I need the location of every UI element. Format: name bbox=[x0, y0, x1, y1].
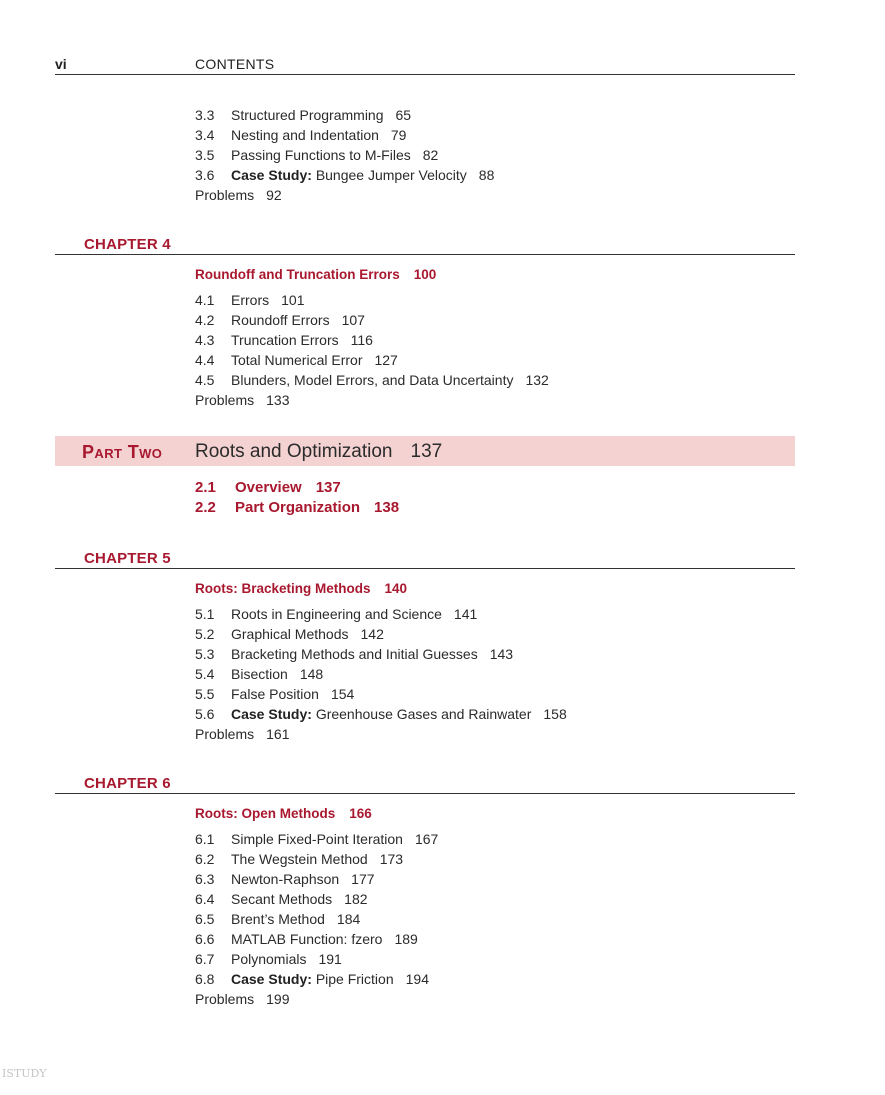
section-page: 143 bbox=[489, 646, 514, 662]
running-header-title: CONTENTS bbox=[195, 56, 275, 72]
section-number: 6.3 bbox=[195, 871, 215, 887]
section-title: Pipe Friction bbox=[315, 971, 394, 987]
case-study-label: Case Study: bbox=[231, 167, 312, 183]
section-title: Graphical Methods bbox=[231, 626, 349, 642]
section-title: Simple Fixed-Point Iteration bbox=[231, 831, 403, 847]
section-title: Bracketing Methods and Initial Guesses bbox=[231, 646, 478, 662]
chapter-page: 166 bbox=[349, 806, 372, 821]
section-title: Roots in Engineering and Science bbox=[231, 606, 442, 622]
toc-entry-6-2[interactable] bbox=[195, 849, 403, 869]
section-number: 3.4 bbox=[195, 127, 215, 143]
section-number: 6.8 bbox=[195, 971, 215, 987]
section-title: Errors bbox=[231, 292, 270, 308]
section-page: 189 bbox=[394, 931, 418, 947]
chapter-4-rule bbox=[55, 254, 795, 255]
section-page: 79 bbox=[390, 127, 407, 143]
toc-entry-5-5[interactable] bbox=[195, 684, 354, 704]
section-number: 5.6 bbox=[195, 706, 215, 722]
section-title: Structured Programming bbox=[231, 107, 384, 123]
section-title: Overview bbox=[235, 479, 302, 496]
section-number: 5.2 bbox=[195, 626, 215, 642]
toc-entry-4-3[interactable] bbox=[195, 330, 373, 350]
section-number: 6.1 bbox=[195, 831, 215, 847]
section-page: 161 bbox=[266, 726, 290, 742]
toc-entry-6-1[interactable] bbox=[195, 829, 438, 849]
toc-entry-5-3[interactable] bbox=[195, 644, 513, 664]
section-page: 82 bbox=[422, 147, 439, 163]
part-entry-overview[interactable] bbox=[195, 479, 341, 496]
section-title: Roundoff Errors bbox=[231, 312, 330, 328]
toc-entry-6-8[interactable] bbox=[195, 969, 429, 989]
toc-entry-6-4[interactable] bbox=[195, 889, 368, 909]
toc-entry-5-4[interactable] bbox=[195, 664, 323, 684]
chapter-5-title-link[interactable] bbox=[195, 581, 407, 596]
chapter-6-rule bbox=[55, 793, 795, 794]
toc-entry-4-2[interactable] bbox=[195, 310, 365, 330]
chapter-5-rule bbox=[55, 568, 795, 569]
section-page: 137 bbox=[315, 479, 341, 496]
section-title: Secant Methods bbox=[231, 891, 333, 907]
toc-entry-5-6[interactable] bbox=[195, 704, 567, 724]
toc-entry-3-4[interactable] bbox=[195, 125, 406, 145]
section-number: 2.1 bbox=[195, 479, 216, 496]
toc-entry-3-5[interactable] bbox=[195, 145, 438, 165]
toc-entry-problems-6[interactable] bbox=[195, 989, 290, 1009]
chapter-6-title-link[interactable] bbox=[195, 806, 372, 821]
section-number: 3.5 bbox=[195, 147, 215, 163]
section-page: 158 bbox=[543, 706, 567, 722]
part-title: Roots and Optimization bbox=[195, 441, 393, 462]
section-title: Polynomials bbox=[231, 951, 307, 967]
section-number: 6.2 bbox=[195, 851, 215, 867]
section-number: 4.1 bbox=[195, 292, 215, 308]
part-two-title-link[interactable] bbox=[195, 441, 442, 463]
chapter-page: 140 bbox=[384, 581, 408, 596]
section-title: The Wegstein Method bbox=[231, 851, 368, 867]
section-title: Greenhouse Gases and Rainwater bbox=[315, 706, 532, 722]
section-number: 6.5 bbox=[195, 911, 215, 927]
section-page: 127 bbox=[374, 352, 398, 368]
toc-entry-4-5[interactable] bbox=[195, 370, 549, 390]
section-title: Brent’s Method bbox=[231, 911, 325, 927]
header-rule bbox=[55, 74, 795, 75]
section-page: 173 bbox=[379, 851, 404, 867]
section-number: 5.5 bbox=[195, 686, 215, 702]
section-title: MATLAB Function: fzero bbox=[231, 931, 383, 947]
chapter-title: Roots: Open Methods bbox=[195, 806, 336, 821]
section-page: 92 bbox=[266, 187, 282, 203]
section-title: Nesting and Indentation bbox=[231, 127, 379, 143]
section-page: 101 bbox=[281, 292, 305, 308]
chapter-6-label: CHAPTER 6 bbox=[84, 775, 171, 792]
section-page: 88 bbox=[478, 167, 495, 183]
problems-label: Problems bbox=[195, 991, 255, 1007]
toc-entry-6-6[interactable] bbox=[195, 929, 418, 949]
section-page: 167 bbox=[414, 831, 439, 847]
section-title: Passing Functions to M-Files bbox=[231, 147, 411, 163]
toc-entry-3-3[interactable] bbox=[195, 105, 411, 125]
toc-entry-3-6[interactable] bbox=[195, 165, 494, 185]
part-entry-organization[interactable] bbox=[195, 499, 399, 516]
section-title: Newton-Raphson bbox=[231, 871, 340, 887]
section-number: 4.4 bbox=[195, 352, 215, 368]
watermark: ISTUDY bbox=[2, 1067, 47, 1080]
section-title: Total Numerical Error bbox=[231, 352, 363, 368]
section-number: 6.7 bbox=[195, 951, 215, 967]
section-number: 4.5 bbox=[195, 372, 215, 388]
problems-label: Problems bbox=[195, 187, 255, 203]
section-number: 6.4 bbox=[195, 891, 215, 907]
section-page: 154 bbox=[330, 686, 355, 702]
section-page: 138 bbox=[374, 499, 400, 516]
toc-entry-6-5[interactable] bbox=[195, 909, 360, 929]
section-page: 191 bbox=[318, 951, 342, 967]
section-page: 133 bbox=[266, 392, 290, 408]
section-title: Bisection bbox=[231, 666, 288, 682]
chapter-page: 100 bbox=[413, 267, 437, 282]
section-page: 116 bbox=[350, 332, 373, 348]
section-title: Bungee Jumper Velocity bbox=[315, 167, 467, 183]
part-two-label: Part Two bbox=[82, 442, 163, 462]
section-title: False Position bbox=[231, 686, 319, 702]
chapter-4-label: CHAPTER 4 bbox=[84, 236, 171, 253]
section-number: 5.4 bbox=[195, 666, 215, 682]
chapter-4-title-link[interactable] bbox=[195, 267, 436, 282]
section-number: 4.2 bbox=[195, 312, 215, 328]
section-page: 141 bbox=[453, 606, 478, 622]
section-title: Part Organization bbox=[235, 499, 361, 516]
section-page: 199 bbox=[266, 991, 290, 1007]
toc-entry-6-7[interactable] bbox=[195, 949, 342, 969]
section-title: Blunders, Model Errors, and Data Uncertainty bbox=[231, 372, 514, 388]
toc-entry-problems-3[interactable] bbox=[195, 185, 282, 205]
case-study-label: Case Study: bbox=[231, 971, 312, 987]
section-title: Truncation Errors bbox=[231, 332, 339, 348]
section-page: 184 bbox=[336, 911, 361, 927]
problems-label: Problems bbox=[195, 726, 255, 742]
section-page: 177 bbox=[351, 871, 375, 887]
section-number: 5.3 bbox=[195, 646, 215, 662]
toc-entry-4-1[interactable] bbox=[195, 290, 304, 310]
case-study-label: Case Study: bbox=[231, 706, 312, 722]
section-page: 142 bbox=[360, 626, 384, 642]
toc-entry-4-4[interactable] bbox=[195, 350, 398, 370]
section-number: 3.3 bbox=[195, 107, 215, 123]
toc-entry-problems-5[interactable] bbox=[195, 724, 290, 744]
toc-entry-5-2[interactable] bbox=[195, 624, 384, 644]
page-number: vi bbox=[55, 56, 67, 72]
toc-entry-6-3[interactable] bbox=[195, 869, 375, 889]
section-number: 3.6 bbox=[195, 167, 215, 183]
chapter-title: Roundoff and Truncation Errors bbox=[195, 267, 400, 282]
section-number: 5.1 bbox=[195, 606, 215, 622]
section-number: 4.3 bbox=[195, 332, 215, 348]
chapter-5-label: CHAPTER 5 bbox=[84, 550, 171, 567]
section-page: 182 bbox=[344, 891, 368, 907]
toc-entry-5-1[interactable] bbox=[195, 604, 477, 624]
chapter-title: Roots: Bracketing Methods bbox=[195, 581, 371, 596]
section-page: 107 bbox=[341, 312, 365, 328]
section-page: 148 bbox=[299, 666, 324, 682]
section-page: 132 bbox=[525, 372, 549, 388]
section-number: 2.2 bbox=[195, 499, 216, 516]
section-page: 194 bbox=[405, 971, 429, 987]
section-page: 65 bbox=[395, 107, 412, 123]
section-number: 6.6 bbox=[195, 931, 215, 947]
part-page: 137 bbox=[410, 441, 443, 462]
problems-label: Problems bbox=[195, 392, 255, 408]
toc-entry-problems-4[interactable] bbox=[195, 390, 290, 410]
